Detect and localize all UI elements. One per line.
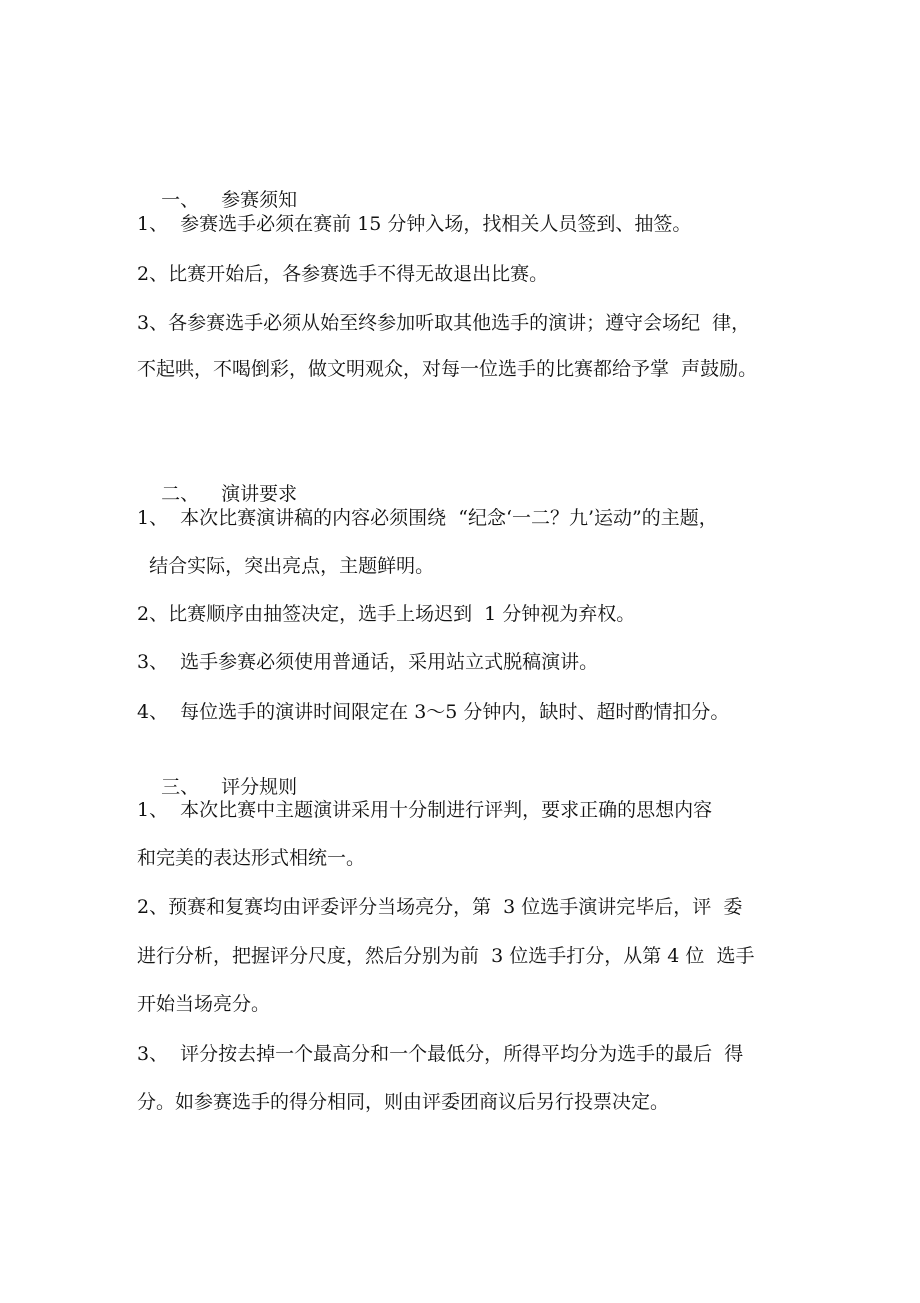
section-title: 演讲要求 (221, 483, 298, 505)
paragraph-line: 3、各参赛选手必须从始至终参加听取其他选手的演讲；遵守会场纪 律， (137, 312, 751, 334)
section-title: 参赛须知 (221, 189, 298, 211)
paragraph-line: 3、 评分按去掉一个最高分和一个最低分，所得平均分为选手的最后 得 (137, 1043, 744, 1065)
section-title: 评分规则 (221, 776, 298, 798)
paragraph-line: 分。如参赛选手的得分相同，则由评委团商议后另行投票决定。 (137, 1091, 670, 1113)
paragraph-line: 2、比赛顺序由抽签决定，选手上场迟到 1 分钟视为弃权。 (137, 603, 636, 625)
paragraph-line: 结合实际，突出亮点，主题鲜明。 (137, 555, 435, 577)
paragraph-line: 2、比赛开始后，各参赛选手不得无故退出比赛。 (137, 263, 549, 285)
paragraph-line: 开始当场亮分。 (137, 993, 271, 1015)
paragraph-line: 1、 本次比赛演讲稿的内容必须围绕 “纪念‘一二？九’运动”的主题， (137, 507, 718, 529)
section-number: 一、 (161, 189, 200, 211)
section-number: 三、 (161, 776, 200, 798)
paragraph-line: 4、 每位选手的演讲时间限定在 3～5 分钟内，缺时、超时酌情扣分。 (137, 701, 730, 723)
paragraph-line: 1、 本次比赛中主题演讲采用十分制进行评判，要求正确的思想内容 (137, 799, 713, 821)
paragraph-line: 不起哄，不喝倒彩，做文明观众，对每一位选手的比赛都给予掌 声鼓励。 (137, 358, 758, 380)
section-number: 二、 (161, 483, 200, 505)
paragraph-line: 进行分析，把握评分尺度，然后分别为前 3 位选手打分，从第 4 位 选手 (137, 945, 755, 967)
paragraph-line: 和完美的表达形式相统一。 (137, 847, 366, 869)
paragraph-line: 1、 参赛选手必须在赛前 15 分钟入场，找相关人员签到、抽签。 (137, 213, 692, 235)
paragraph-line: 2、预赛和复赛均由评委评分当场亮分，第 3 位选手演讲完毕后，评 委 (137, 896, 743, 918)
paragraph-line: 3、 选手参赛必须使用普通话，采用站立式脱稿演讲。 (137, 651, 599, 673)
